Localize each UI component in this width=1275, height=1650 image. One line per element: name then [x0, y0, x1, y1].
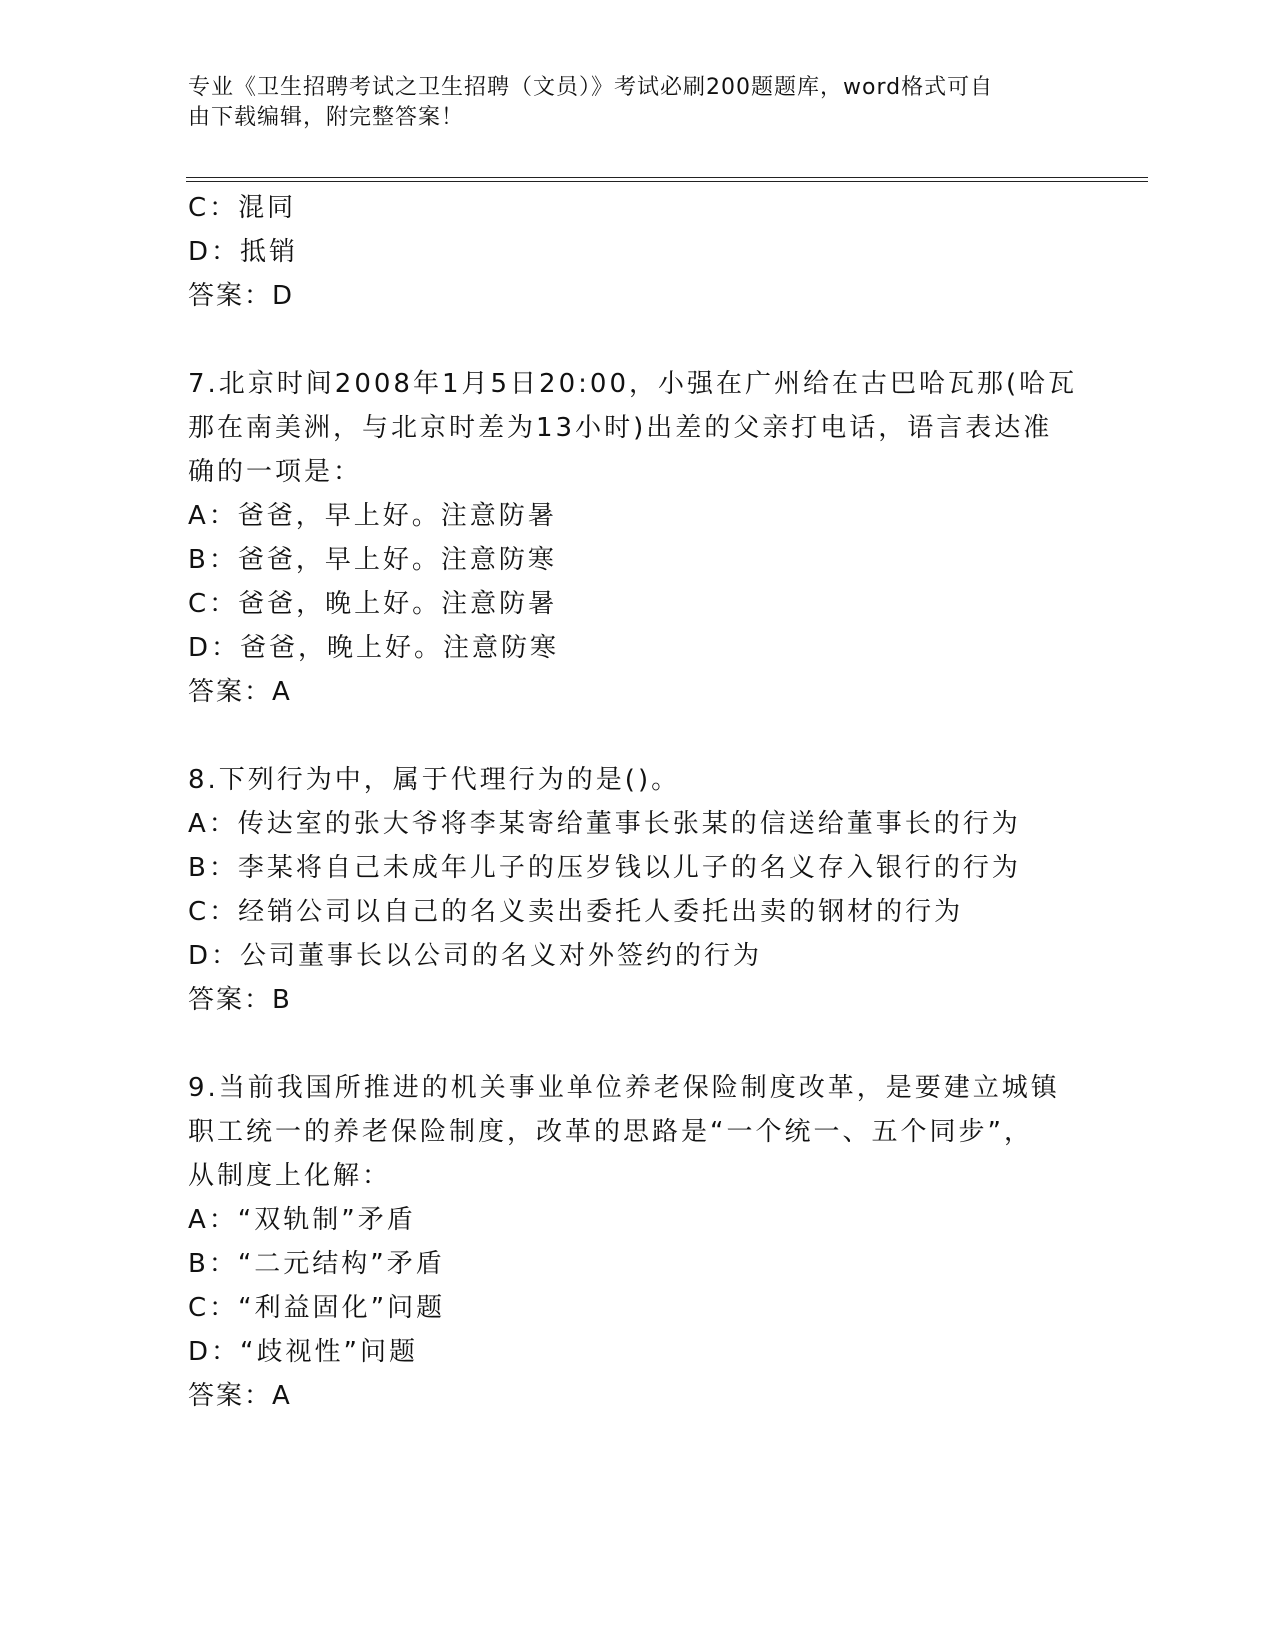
- q7-option-d: D：爸爸，晚上好。注意防寒: [188, 633, 560, 663]
- q7-stem-line-3: 确的一项是：: [188, 457, 363, 487]
- q9-stem-line-3: 从制度上化解：: [188, 1161, 392, 1191]
- q6-answer: 答案：D: [188, 281, 295, 311]
- q8-option-b: B：李某将自己未成年儿子的压岁钱以儿子的名义存入银行的行为: [188, 853, 1021, 883]
- q9-option-c: C：“利益固化”问题: [188, 1293, 446, 1323]
- q9-stem-line-2: 职工统一的养老保险制度，改革的思路是“一个统一、五个同步”，: [188, 1117, 1033, 1147]
- q9-option-a: A：“双轨制”矛盾: [188, 1205, 416, 1235]
- document-header: [188, 73, 1068, 133]
- q6-option-c: C：混同: [188, 193, 297, 223]
- q6-option-d: D：抵销: [188, 237, 299, 267]
- q7-answer: 答案：A: [188, 677, 292, 707]
- q7-option-a: A：爸爸，早上好。注意防暑: [188, 501, 557, 531]
- q8-stem-line-1: 8.下列行为中，属于代理行为的是()。: [188, 765, 681, 795]
- q9-answer: 答案：A: [188, 1381, 292, 1411]
- q8-option-a: A：传达室的张大爷将李某寄给董事长张某的信送给董事长的行为: [188, 809, 1021, 839]
- header-line-1: 专业《卫生招聘考试之卫生招聘（文员）》考试必刷200题题库，word格式可自: [188, 75, 994, 100]
- q9-stem-line-1: 9.当前我国所推进的机关事业单位养老保险制度改革，是要建立城镇: [188, 1073, 1060, 1103]
- q9-option-d: D：“歧视性”问题: [188, 1337, 418, 1367]
- header-divider-bottom: [186, 181, 1148, 182]
- q8-option-c: C：经销公司以自己的名义卖出委托人委托出卖的钢材的行为: [188, 897, 964, 927]
- q7-stem-line-2: 那在南美洲，与北京时差为13小时)出差的父亲打电话，语言表达准: [188, 413, 1053, 443]
- q7-stem-line-1: 7.北京时间2008年1月5日20:00，小强在广州给在古巴哈瓦那(哈瓦: [188, 369, 1078, 399]
- q7-option-b: B：爸爸，早上好。注意防寒: [188, 545, 557, 575]
- q8-option-d: D：公司董事长以公司的名义对外签约的行为: [188, 941, 763, 971]
- header-divider-top: [186, 177, 1148, 178]
- q9-option-b: B：“二元结构”矛盾: [188, 1249, 445, 1279]
- header-line-2: 由下载编辑，附完整答案！: [188, 105, 465, 130]
- q7-option-c: C：爸爸，晚上好。注意防暑: [188, 589, 558, 619]
- q8-answer: 答案：B: [188, 985, 292, 1015]
